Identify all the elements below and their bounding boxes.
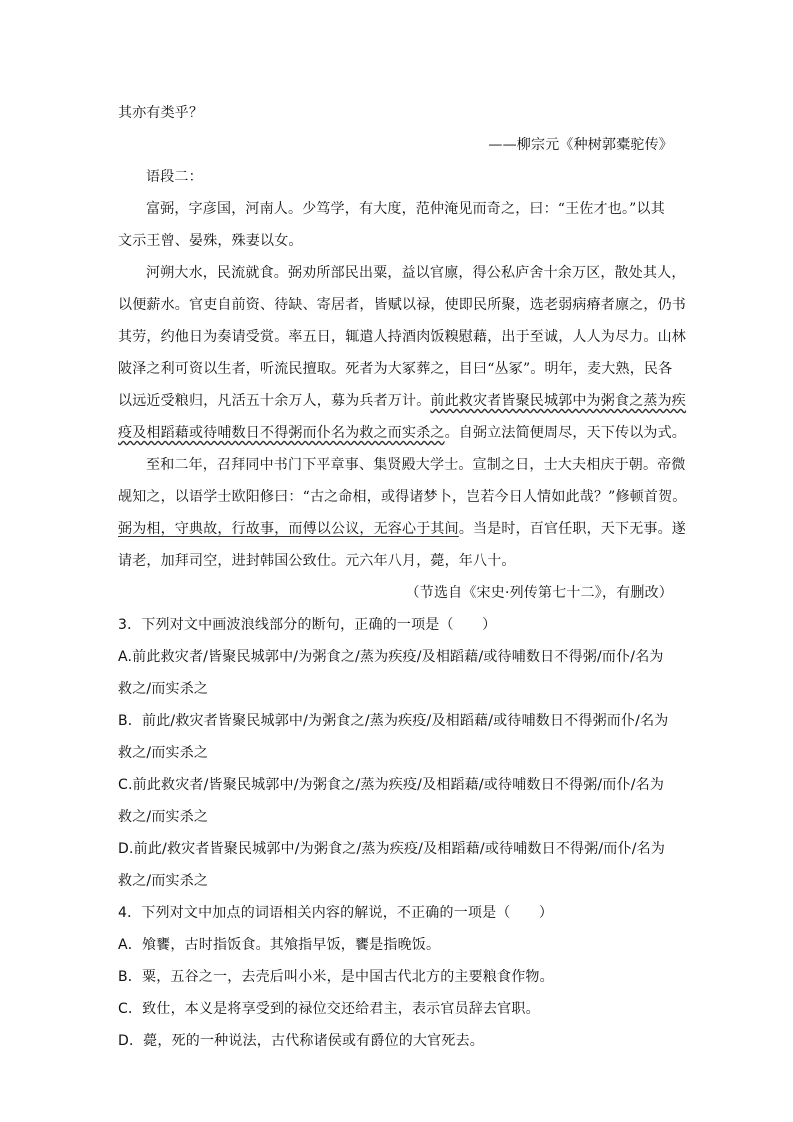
section-heading: 语段二： <box>146 169 203 185</box>
plain-text: 。自弼立法简便周尽，天下传以为式。 <box>444 425 687 441</box>
passage-line: 文示王曾、晏殊，殊妻以女。 <box>118 233 303 249</box>
passage-line <box>118 518 687 538</box>
question-3-option-a-cont: 救之/而实杀之 <box>118 681 209 697</box>
question-4-option-a: A．飧饔，古时指饭食。其飧指早饭，饔是指晚饭。 <box>118 937 441 953</box>
source-citation: ——柳宗元《种树郭橐驼传》 <box>488 137 673 153</box>
passage-line: 富弼，字彦国，河南人。少笃学，有大度，范仲淹见而奇之，曰：“王佐才也。”以其 <box>146 201 665 217</box>
question-3-option-b-cont: 救之/而实杀之 <box>118 745 209 761</box>
passage-line: 至和二年，召拜同中书门下平章事、集贤殿大学士。宣制之日，士大夫相庆于朝。帝微 <box>146 457 686 473</box>
passage-line: 河朔大水，民流就食。弼劝所部民出粟，益以官廪，得公私庐舍十余万区，散处其人， <box>146 265 686 281</box>
question-3-option-a: A.前此救灾者/皆聚民城郭中/为粥食之/蒸为疾疫/及相蹈藉/或待哺数日不得粥/而仆/名为 <box>118 649 664 665</box>
passage-line: 觇知之，以语学士欧阳修曰：“古之命相，或得诸梦卜，岂若今日人情如此哉？”修顿首贺。 <box>118 489 687 505</box>
passage-line: 陂泽之利可资以生者，听流民擅取。死者为大冢葬之，目曰“丛冢”。明年，麦大熟，民各 <box>118 361 673 377</box>
question-3-option-c-cont: 救之/而实杀之 <box>118 809 209 825</box>
question-3-option-d-cont: 救之/而实杀之 <box>118 873 209 889</box>
passage-line <box>118 390 687 410</box>
question-4-option-d: D．薨，死的一种说法，古代称诸侯或有爵位的大官死去。 <box>118 1033 484 1049</box>
passage-line: 其劳，约他日为奏请受赏。率五日，辄遣人持酒肉饭糗慰藉，出于至诚，人人为尽力。山林 <box>118 329 686 345</box>
plain-text: 。当是时，百官任职，天下无事。遂 <box>458 521 687 537</box>
question-4-option-b: B．粟，五谷之一，去壳后叫小米，是中国古代北方的主要粮食作物。 <box>118 969 554 985</box>
question-3-option-b: B．前此/救灾者皆聚民城郭中/为粥食之/蒸为疾疫/及相蹈藉/或待哺数日不得粥而仆/名为 <box>118 713 669 729</box>
question-4-stem: 4．下列对文中加点的词语相关内容的解说，不正确的一项是（ ） <box>118 905 554 921</box>
question-3-option-d: D.前此/救灾者皆聚民城郭中/为粥食之/蒸为疾疫/及相蹈藉/或待哺数日不得粥/而仆/名为 <box>118 841 666 857</box>
underlined-text: 弼为相，守典故，行故事，而傅以公议，无容心于其间 <box>118 521 459 537</box>
question-4-option-c: C．致仕，本义是将享受到的禄位交还给君主，表示官员辞去官职。 <box>118 1001 540 1017</box>
plain-text: 以远近受粮归，凡活五十余万人，募为兵者万计。 <box>118 393 431 409</box>
passage-line: 其亦有类乎？ <box>118 105 204 121</box>
passage-line: 以便薪水。官吏自前资、待缺、寄居者，皆赋以禄，使即民所聚，选老弱病瘠者廪之，仍书 <box>118 297 686 313</box>
question-3-option-c: C.前此救灾者/皆聚民城郭中/为粥食之/蒸为疾疫/及相蹈藉/或待哺数日不得粥/而仆/名为 <box>118 777 665 793</box>
passage-line <box>118 422 687 442</box>
wavy-underlined-text: 疫及相蹈藉或待哺数日不得粥而仆名为救之而实杀之 <box>118 425 445 441</box>
question-3-stem: 3．下列对文中画波浪线部分的断句，正确的一项是（ ） <box>118 617 497 633</box>
wavy-underlined-text: 前此救灾者皆聚民城郭中为粥食之蒸为疾 <box>430 393 687 409</box>
passage-line: 请老，加拜司空，进封韩国公致仕。元六年八月，薨，年八十。 <box>118 553 516 569</box>
source-citation: （节选自《宋史·列传第七十二》，有删改） <box>405 585 673 601</box>
